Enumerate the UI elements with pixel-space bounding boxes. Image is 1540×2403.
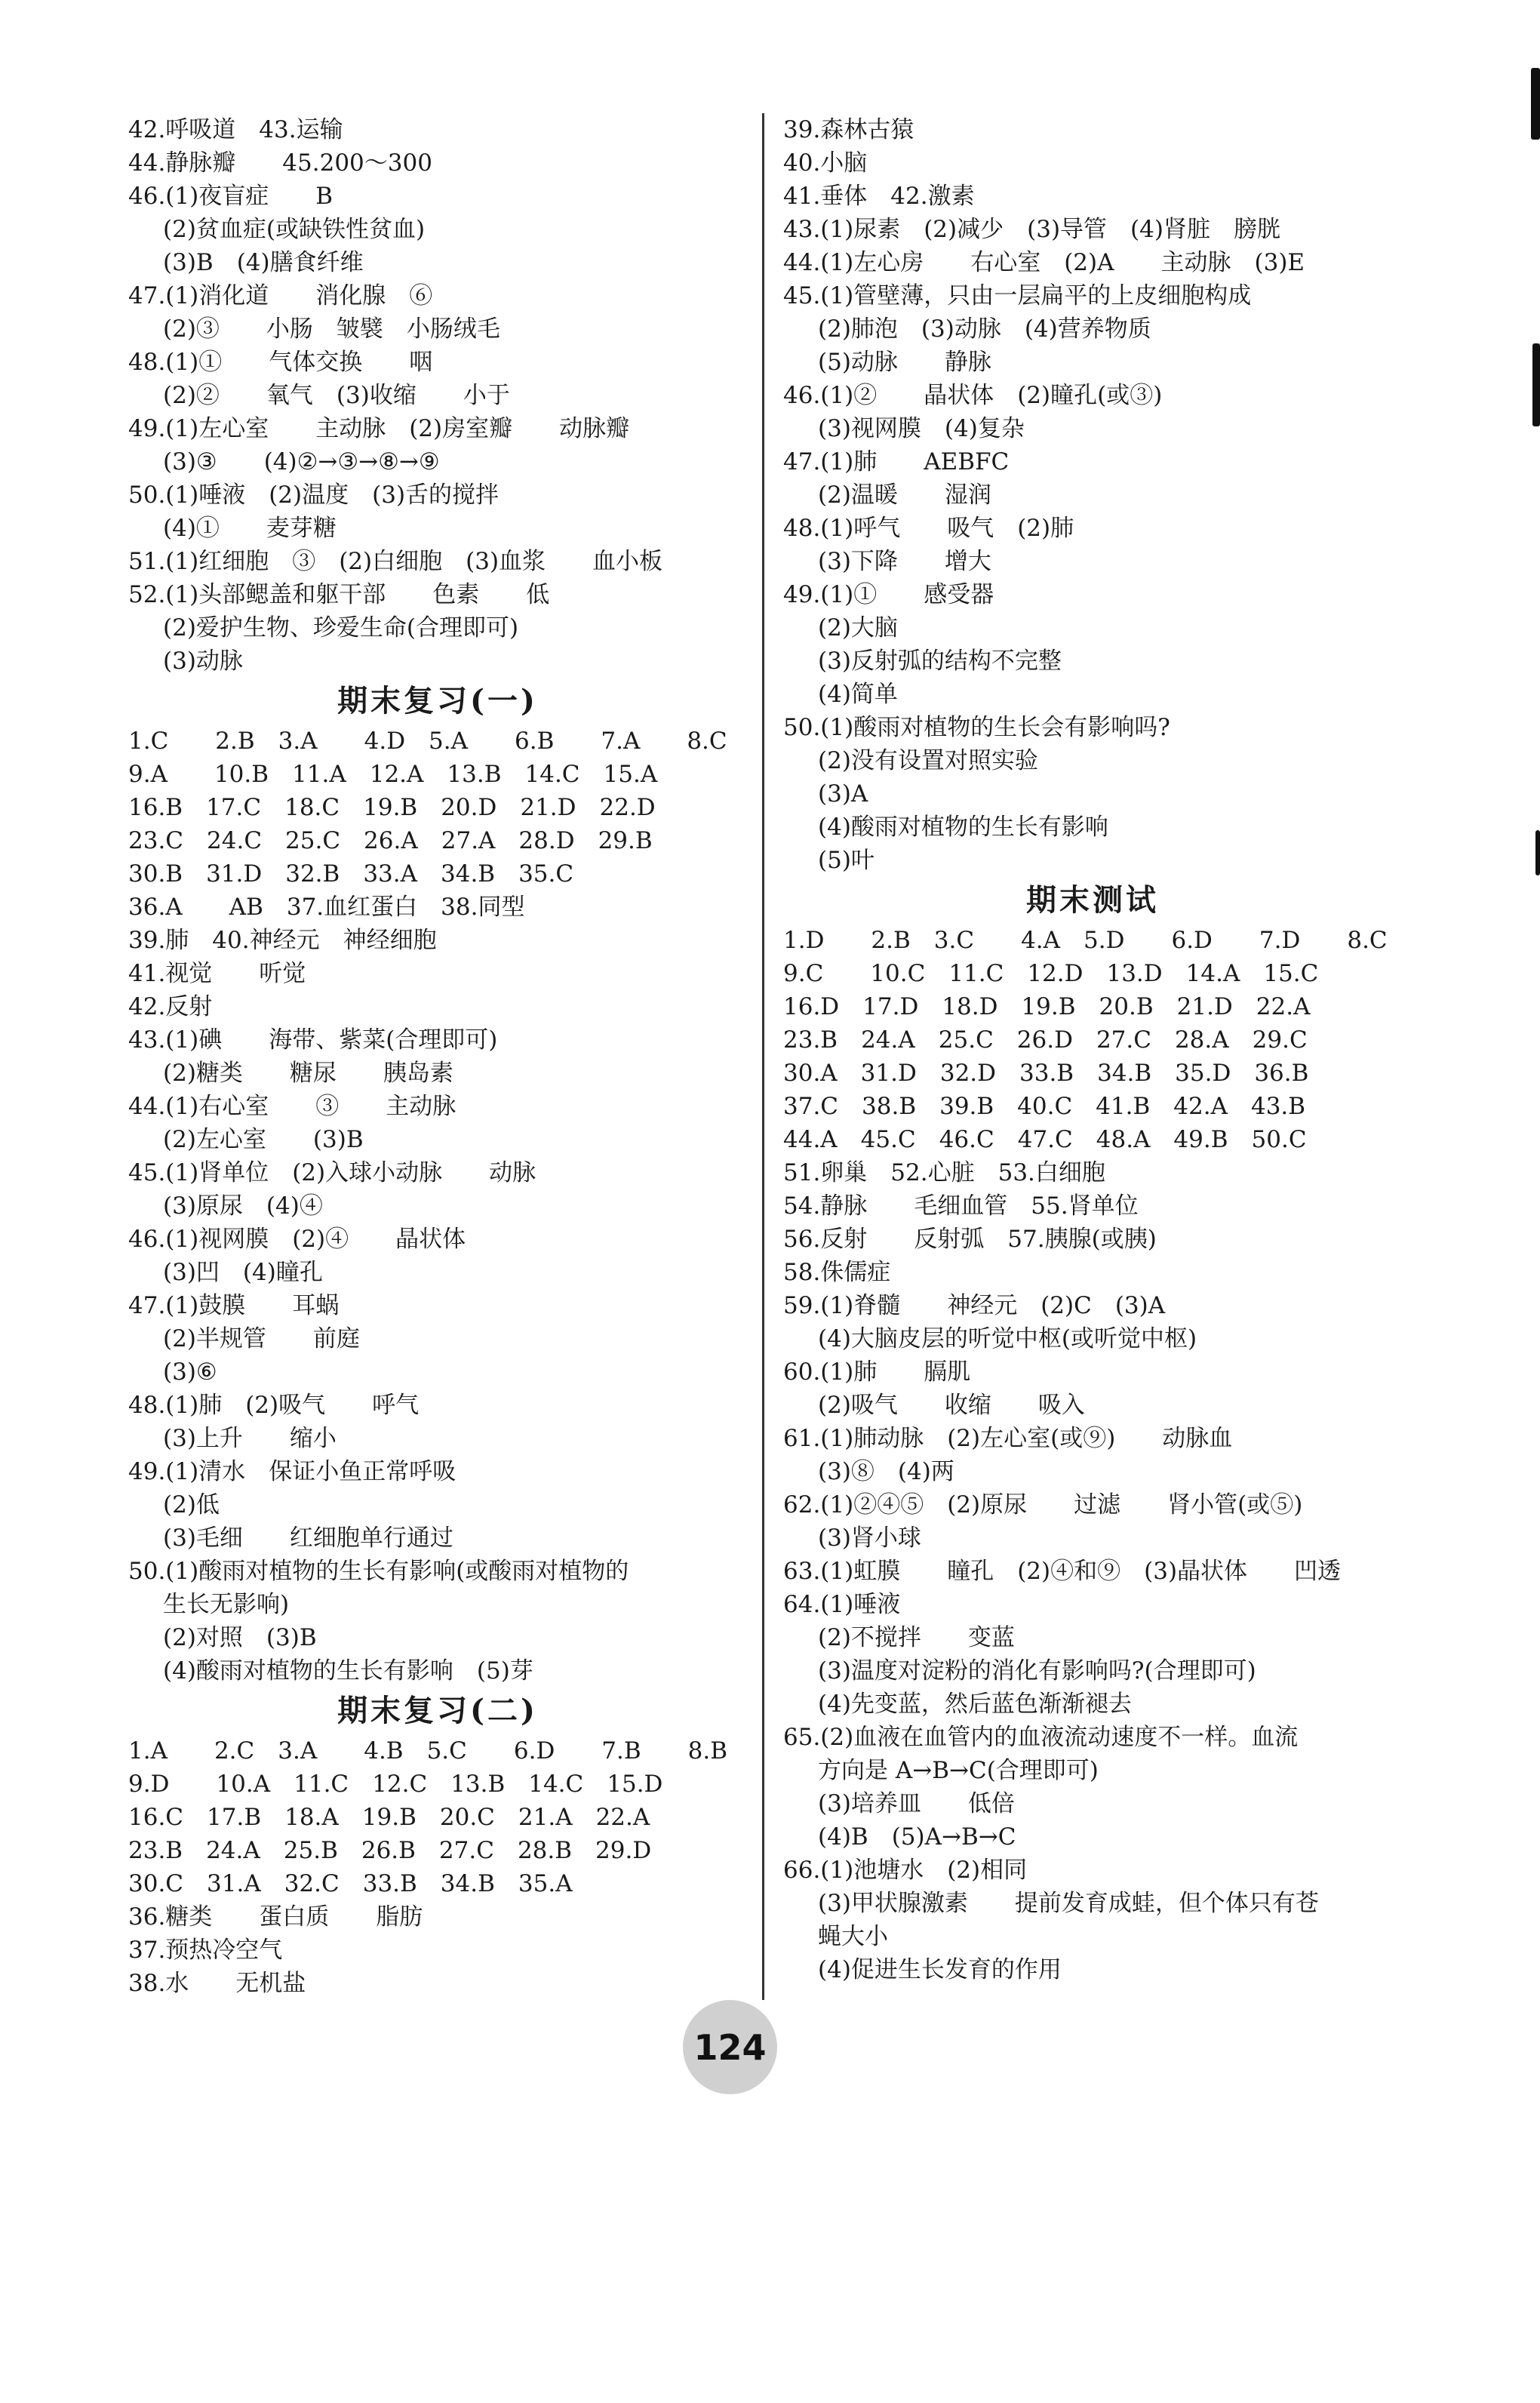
answer-line: 64.(1)唾液 [783,1591,901,1618]
answer-line: 46.(1)夜盲症 B [128,183,333,210]
answer-line: (3)反射弧的结构不完整 [818,648,1062,675]
answer-line: 30.C 31.A 32.C 33.B 34.B 35.A [128,1870,573,1897]
answer-line: (2)糖类 糖尿 胰岛素 [163,1060,453,1087]
answer-line: 46.(1)② 晶状体 (2)瞳孔(或③) [783,382,1163,409]
answer-line: (2)大脑 [818,614,898,642]
answer-line: 50.(1)唾液 (2)温度 (3)舌的搅拌 [128,482,500,509]
answer-line: (5)动脉 静脉 [818,349,991,376]
answer-line: 47.(1)鼓膜 耳蜗 [128,1292,340,1319]
answer-line: (2)没有设置对照实验 [818,747,1038,774]
answer-line: (3)⑧ (4)两 [818,1458,954,1485]
answer-line: (3)B (4)膳食纤维 [163,249,364,276]
answer-line: 9.D 10.A 11.C 12.C 13.B 14.C 15.D [128,1771,663,1798]
answer-line: 44.(1)右心室 ③ 主动脉 [128,1093,456,1120]
left-column [128,113,747,2000]
answer-line: 41.视觉 听觉 [128,960,306,987]
answer-line: 63.(1)虹膜 瞳孔 (2)④和⑨ (3)晶状体 凹透 [783,1558,1342,1585]
answer-line: (2)对照 (3)B [163,1624,317,1651]
answer-line: 49.(1)① 感受器 [783,581,994,608]
answer-line: 47.(1)肺 AEBFC [783,448,1010,475]
answer-line: 65.(2)血液在血管内的血液流动速度不一样。血流 [783,1724,1299,1751]
section-heading: 期末复习(一) [337,683,538,718]
answer-line: 43.(1)碘 海带、紫菜(合理即可) [128,1026,498,1054]
answer-line: 36.糖类 蛋白质 脂肪 [128,1903,423,1931]
answer-line: (4)先变蓝，然后蓝色渐渐褪去 [818,1691,1132,1718]
answer-line: (3)肾小球 [818,1525,921,1552]
answer-line: 23.B 24.A 25.C 26.D 27.C 28.A 29.C [783,1026,1308,1054]
answer-line: (5)叶 [818,847,875,874]
answer-line: 52.(1)头部鳃盖和躯干部 色素 低 [128,581,550,608]
answer-line: 方向是 A→B→C(合理即可) [818,1757,1099,1784]
answer-line: (3)培养皿 低倍 [818,1790,1015,1817]
answer-line: 16.C 17.B 18.A 19.B 20.C 21.A 22.A [128,1804,650,1831]
answer-line: (4)简单 [818,681,898,708]
answer-line: 56.反射 反射弧 57.胰腺(或胰) [783,1226,1157,1253]
answer-line: (2)② 氧气 (3)收缩 小于 [163,382,510,409]
answer-line: (4)促进生长发育的作用 [818,1956,1062,1983]
answer-line: 48.(1)① 气体交换 咽 [128,349,433,376]
section-heading: 期末复习(二) [337,1693,538,1728]
answer-line: 49.(1)左心室 主动脉 (2)房室瓣 动脉瓣 [128,415,630,442]
answer-line: 58.侏儒症 [783,1259,891,1286]
answer-line: (2)低 [163,1491,220,1518]
answer-line: 51.卵巢 52.心脏 53.白细胞 [783,1159,1105,1186]
answer-line: 48.(1)肺 (2)吸气 呼气 [128,1392,420,1419]
answer-line: 40.小脑 [783,149,868,177]
answer-line: 44.(1)左心房 右心室 (2)A 主动脉 (3)E [783,249,1305,276]
answer-line: (2)③ 小肠 皱襞 小肠绒毛 [163,315,500,343]
answer-line: (3)甲状腺激素 提前发育成蛙，但个体只有苍 [818,1890,1319,1917]
answer-line: 1.C 2.B 3.A 4.D 5.A 6.B 7.A 8.C [128,728,727,755]
answer-line: (3)动脉 [163,648,243,675]
answer-line: (3)下降 增大 [818,548,991,575]
right-column [783,113,1402,1986]
answer-line: 45.(1)肾单位 (2)入球小动脉 动脉 [128,1159,536,1186]
answer-line: (2)贫血症(或缺铁性贫血) [163,216,426,243]
answer-line: (3)视网膜 (4)复杂 [818,415,1025,442]
answer-line: 59.(1)脊髓 神经元 (2)C (3)A [783,1292,1166,1319]
answer-line: (2)吸气 收缩 吸入 [818,1392,1085,1419]
answer-line: (3)③ (4)②→③→⑧→⑨ [163,448,440,475]
answer-line: 42.呼吸道 43.运输 [128,116,343,143]
scan-edge-mark [1532,343,1540,426]
answer-line: 51.(1)红细胞 ③ (2)白细胞 (3)血浆 血小板 [128,548,663,575]
answer-line: 66.(1)池塘水 (2)相同 [783,1857,1028,1884]
answer-line: 50.(1)酸雨对植物的生长会有影响吗? [783,714,1170,741]
answer-line: (2)温暖 湿润 [818,482,991,509]
answer-line: (4)① 麦芽糖 [163,515,337,542]
answer-line: 44.静脉瓣 45.200～300 [128,149,432,177]
answer-line: (2)爱护生物、珍爱生命(合理即可) [163,614,519,642]
answer-line: (3)上升 缩小 [163,1425,337,1452]
answer-line: 38.水 无机盐 [128,1970,306,1997]
scan-edge-mark [1535,830,1540,875]
answer-line: 37.C 38.B 39.B 40.C 41.B 42.A 43.B [783,1093,1306,1120]
answer-line: 1.A 2.C 3.A 4.B 5.C 6.D 7.B 8.B [128,1737,728,1765]
answer-line: 44.A 45.C 46.C 47.C 48.A 49.B 50.C [783,1126,1307,1153]
answer-line: (3)凹 (4)瞳孔 [163,1259,323,1286]
answer-line: (4)大脑皮层的听觉中枢(或听觉中枢) [818,1325,1197,1352]
page-number-badge [683,2000,777,2094]
answer-line: 62.(1)②④⑤ (2)原尿 过滤 肾小管(或⑤) [783,1491,1303,1518]
answer-line: 42.反射 [128,993,213,1020]
answer-line: 45.(1)管壁薄，只由一层扁平的上皮细胞构成 [783,282,1252,309]
answer-line: 9.C 10.C 11.C 12.D 13.D 14.A 15.C [783,960,1319,987]
answer-line: (3)温度对淀粉的消化有影响吗?(合理即可) [818,1657,1256,1685]
answer-line: 39.森林古猿 [783,116,914,143]
answer-line: 30.B 31.D 32.B 33.A 34.B 35.C [128,860,574,888]
answer-line: 60.(1)肺 膈肌 [783,1358,971,1386]
answer-line: 46.(1)视网膜 (2)④ 晶状体 [128,1226,466,1253]
answer-line: 47.(1)消化道 消化腺 ⑥ [128,282,433,309]
answer-line: 54.静脉 毛细血管 55.肾单位 [783,1192,1139,1220]
answer-line: 30.A 31.D 32.D 33.B 34.B 35.D 36.B [783,1060,1309,1087]
answer-line: (3)毛细 红细胞单行通过 [163,1525,453,1552]
answer-line: (2)左心室 (3)B [163,1126,364,1153]
answer-line: 39.肺 40.神经元 神经细胞 [128,927,437,954]
scan-edge-mark [1531,68,1540,140]
answer-line: 36.A AB 37.血红蛋白 38.同型 [128,894,525,921]
answer-line: 16.B 17.C 18.C 19.B 20.D 21.D 22.D [128,794,656,821]
answer-line: 50.(1)酸雨对植物的生长有影响(或酸雨对植物的 [128,1558,629,1585]
page-number: 124 [693,2026,767,2068]
answer-line: (2)肺泡 (3)动脉 (4)营养物质 [818,315,1151,343]
answer-line: 49.(1)清水 保证小鱼正常呼吸 [128,1458,456,1485]
answer-line: 1.D 2.B 3.C 4.A 5.D 6.D 7.D 8.C [783,927,1388,954]
answer-line: 生长无影响) [163,1591,290,1618]
section-heading: 期末测试 [1026,882,1159,918]
answer-line: 61.(1)肺动脉 (2)左心室(或⑨) 动脉血 [783,1425,1233,1452]
answer-line: (3)A [818,780,868,808]
answer-line: 16.D 17.D 18.D 19.B 20.B 21.D 22.A [783,993,1311,1020]
answer-line: 9.A 10.B 11.A 12.A 13.B 14.C 15.A [128,761,658,788]
answer-line: 23.B 24.A 25.B 26.B 27.C 28.B 29.D [128,1837,652,1864]
answer-line: 41.垂体 42.激素 [783,183,975,210]
answer-line: (3)原尿 (4)④ [163,1192,323,1220]
column-divider [762,113,764,2000]
answer-line: 蝇大小 [818,1923,888,1950]
answer-line: (3)⑥ [163,1358,217,1386]
answer-line: 43.(1)尿素 (2)减少 (3)导管 (4)肾脏 膀胱 [783,216,1280,243]
answer-line: 37.预热冷空气 [128,1937,283,1964]
answer-line: (4)酸雨对植物的生长有影响 (5)芽 [163,1657,533,1685]
answer-line: (4)B (5)A→B→C [818,1823,1016,1851]
answer-line: 23.C 24.C 25.C 26.A 27.A 28.D 29.B [128,827,653,854]
answer-line: (4)酸雨对植物的生长有影响 [818,814,1108,841]
answer-line: (2)半规管 前庭 [163,1325,360,1352]
answer-line: 48.(1)呼气 吸气 (2)肺 [783,515,1074,542]
answer-line: (2)不搅拌 变蓝 [818,1624,1015,1651]
